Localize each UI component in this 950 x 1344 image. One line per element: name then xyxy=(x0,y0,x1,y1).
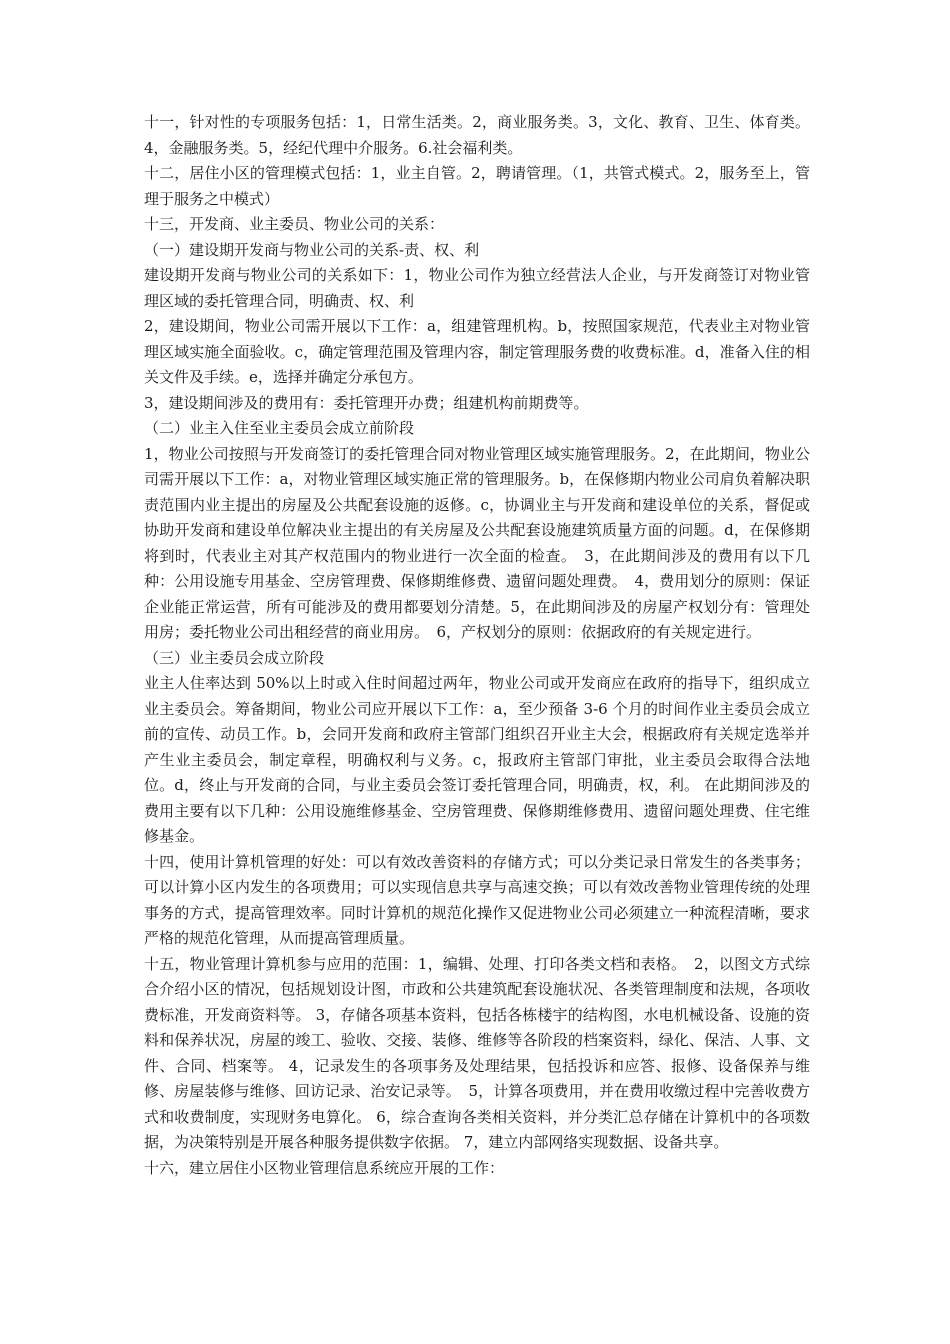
section-2-heading: （二）业主入住至业主委员会成立前阶段 xyxy=(144,419,415,437)
section-3-paragraph: 业主人住率达到 50%以上时或入住时间超过两年，物业公司或开发商应在政府的指导下，组织成立业主委员会。筹备期间，物业公司应开展以下工作：a，至少预备 3-6 个月的时间作业主委员会成立前的宣传、动员工作。b，会同开发商和政府主管部门组织召开业主大会，根据政府有关规定选举并产生业主委员会，制定章程，明确权利与义务。c，报政府主管部门审批，业主委员会取得合法地位。d，终止与开发商的合同，与业主委员会签订委托管理合同，明确责，权，利。 在此期间涉及的费用主要有以下几种：公用设施维修基金、空房管理费、保修期维修费用、遗留问题处理费、住宅维修基金。 xyxy=(144,674,810,845)
section-1-paragraph-3: 3，建设期间涉及的费用有：委托管理开办费；组建机构前期费等。 xyxy=(144,393,589,412)
paragraph-14-computer-benefits: 十四，使用计算机管理的好处：可以有效改善资料的存储方式；可以分类记录日常发生的各类事务；可以计算小区内发生的各项费用；可以实现信息共享与高速交换；可以有效改善物业管理传统的处理事务的方式，提高管理效率。同时计算机的规范化操作又促进物业公司必须建立一种流程清晰，要求严格的规范化管理，从而提高管理质量。 xyxy=(144,852,810,947)
document-page xyxy=(144,110,810,1181)
section-2-paragraph: 1，物业公司按照与开发商签订的委托管理合同对物业管理区域实施管理服务。2，在此期间，物业公司需开展以下工作：a，对物业管理区域实施正常的管理服务。b，在保修期内物业公司肩负着解决职责范围内业主提出的房屋及公共配套设施的返修。c，协调业主与开发商和建设单位的关系，督促或协助开发商和建设单位解决业主提出的有关房屋及公共配套设施建筑质量方面的问题。d，在保修期将到时，代表业主对其产权范围内的物业进行一次全面的检查。 3，在此期间涉及的费用有以下几种：公用设施专用基金、空房管理费、保修期维修费、遗留问题处理费。 4，费用划分的原则：保证企业能正常运营，所有可能涉及的费用都要划分清楚。5，在此期间涉及的房屋产权划分有：管理处用房；委托物业公司出租经营的商业用房。 6，产权划分的原则：依据政府的有关规定进行。 xyxy=(144,444,810,641)
section-1-heading: （一）建设期开发商与物业公司的关系-责、权、利 xyxy=(144,240,480,259)
paragraph-11-special-services: 十一，针对性的专项服务包括：1，日常生活类。2，商业服务类。3，文化、教育、卫生、体育类。4，金融服务类。5，经纪代理中介服务。6.社会福利类。 xyxy=(144,113,810,157)
section-1-paragraph-2: 2，建设期间，物业公司需开展以下工作：a，组建管理机构。b，按照国家规范，代表业主对物业管理区域实施全面验收。c，确定管理范围及管理内容，制定管理服务费的收费标准。d，准备入住的相关文件及手续。e，选择并确定分承包方。 xyxy=(144,317,810,386)
paragraph-15-computer-scope: 十五，物业管理计算机参与应用的范围：1，编辑、处理、打印各类文档和表格。 2，以图文方式综合介绍小区的情况，包括规划设计图，市政和公共建筑配套设施状况、各类管理制度和法规，各项收费标准，开发商资料等。 3，存储各项基本资料，包括各栋楼宇的结构图，水电机械设备、设施的资料和保养状况，房屋的竣工、验收、交接、装修、维修等各阶段的档案资料，绿化、保洁、人事、文件、合同、档案等。 4，记录发生的各项事务及处理结果，包括投诉和应答、报修、设备保养与维修、房屋装修与维修、回访记录、治安记录等。 5，计算各项费用，并在费用收缴过程中完善收费方式和收费制度，实现财务电算化。 6，综合查询各类相关资料，并分类汇总存储在计算机中的各项数据，为决策特别是开展各种服务提供数字依据。 7，建立内部网络实现数据、设备共享。 xyxy=(144,954,810,1151)
section-1-paragraph-1: 建设期开发商与物业公司的关系如下：1，物业公司作为独立经营法人企业，与开发商签订对物业管理区域的委托管理合同，明确责、权、利 xyxy=(144,266,810,310)
paragraph-12-management-modes: 十二，居住小区的管理模式包括：1，业主自管。2，聘请管理。（1，共管式模式。2，服务至上，管理于服务之中模式） xyxy=(144,164,810,208)
paragraph-16-info-system: 十六，建立居住小区物业管理信息系统应开展的工作： xyxy=(144,1158,505,1177)
paragraph-13-heading: 十三，开发商、业主委员、物业公司的关系： xyxy=(144,215,445,233)
section-3-heading: （三）业主委员会成立阶段 xyxy=(144,648,325,667)
